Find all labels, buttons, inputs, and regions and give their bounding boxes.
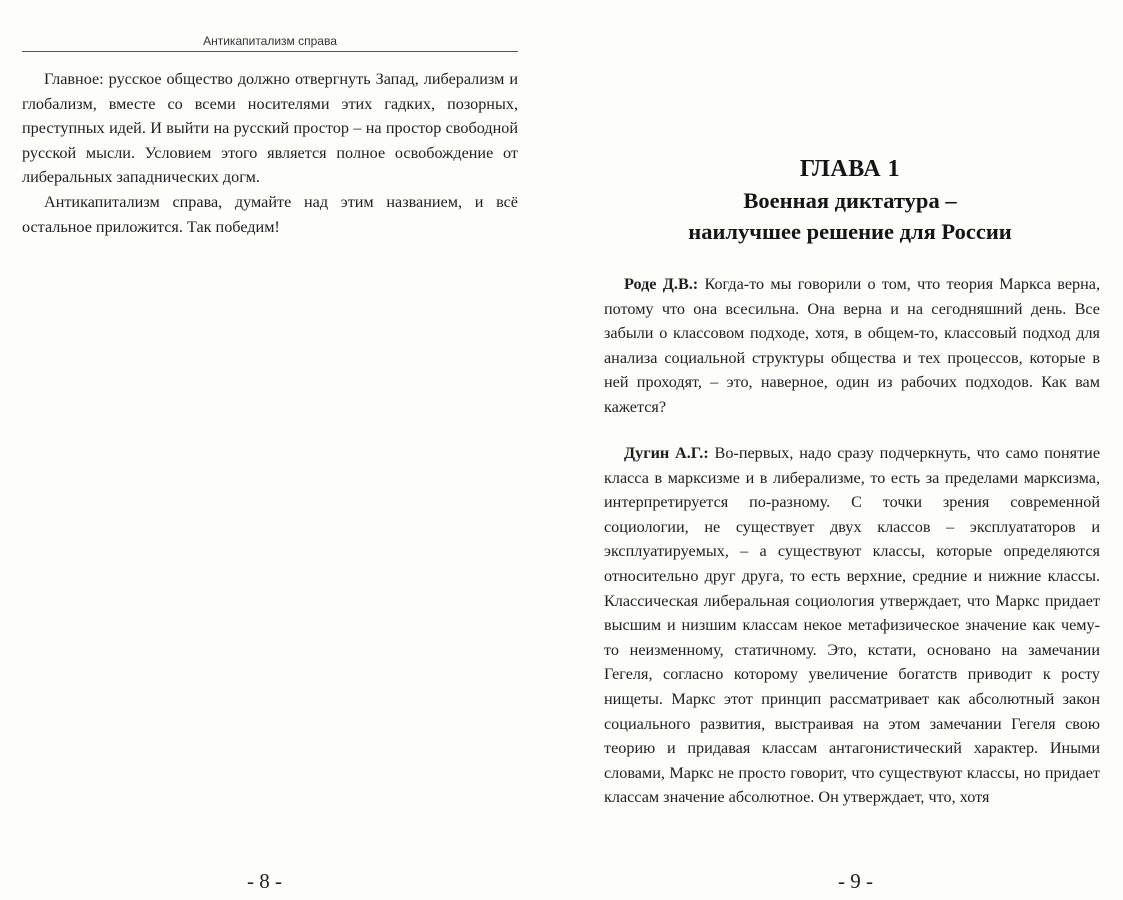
paragraph: Антикапитализм справа, думайте над этим названием, и всё остальное приложится. Так победим! (22, 192, 518, 236)
chapter-title-line-2: наилучшее решение для России (688, 219, 1012, 244)
page-number: - 9 - (838, 869, 873, 893)
speaker-name: Роде Д.В.: (624, 275, 699, 293)
header-rule (22, 51, 518, 52)
speech-text: Во-первых, надо сразу подчеркнуть, что само понятие класса в марксизме и в либерализме, то есть за пределами марксизма, интерпретируется по-разному. С точки зрения современной социологии, не существует двух классов – эксплуататоров и эксплуатируемых, – а существуют классы, которые определяются относительно друг друга, то есть верхние, средние и нижние классы. Классическая либеральная социология утверждает, что Маркс придает высшим и низшим классам некое метафизическое значение как чему-то неизменному, статичному. Это, кстати, основано на замечании Гегеля, согласно которому увеличение богатств приводит к росту нищеты. Маркс этот принцип рассматривает как абсолютный закон социального развития, выстраивая на этом замечании Гегеля свою теорию и придавая классам антагонистический характер. Иными словами, Маркс не просто говорит, что существуют классы, но придает классам значение абсолютное. Он утверждает, что, хотя (604, 444, 1101, 807)
page-number: - 8 - (247, 869, 282, 893)
speech-text: Когда-то мы говорили о том, что теория Маркса верна, потому что она всесильна. Она верна и на сегодняшний день. Все забыли о классовом подходе, хотя, в общем-то, классовый подход для анализа социальной структуры общества и тех процессов, которые в ней проходят, – это, наверное, один из рабочих подходов. Как вам кажется? (604, 275, 1101, 416)
chapter-heading (594, 153, 1106, 247)
running-header: Антикапитализм справа (203, 34, 337, 48)
dialogue-paragraph-2 (604, 441, 1100, 810)
paragraph: Главное: русское общество должно отвергнуть Запад, либерализм и глобализм, вместе со всеми носителями этих гадких, позорных, преступных идей. И выйти на русский простор – на простор свободной русской мысли. Условием этого является полное освобождение от либеральных западнических догм. (22, 70, 518, 187)
left-page-body (22, 67, 518, 239)
chapter-number: ГЛАВА 1 (799, 156, 901, 182)
dialogue-paragraph (604, 441, 1100, 810)
left-page (0, 0, 560, 900)
chapter-title-line-1: Военная диктатура – (743, 188, 957, 213)
dialogue-paragraph-1 (604, 272, 1100, 420)
speaker-name: Дугин А.Г.: (624, 444, 709, 462)
dialogue-paragraph (604, 272, 1100, 420)
